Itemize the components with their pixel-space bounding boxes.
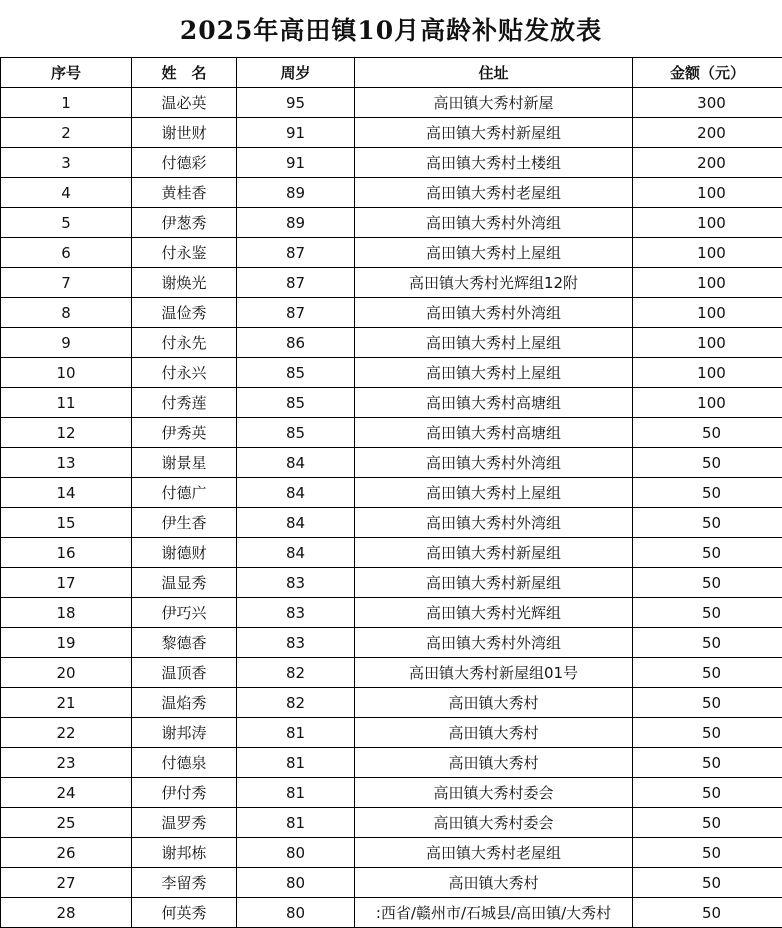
table-row — [1, 628, 782, 658]
cell-address: 高田镇大秀村外湾组 — [355, 298, 633, 328]
cell-index: 10 — [1, 358, 132, 388]
cell-amount: 100 — [633, 298, 782, 328]
cell-age: 82 — [237, 658, 355, 688]
table-row — [1, 478, 782, 508]
cell-index: 6 — [1, 238, 132, 268]
cell-address: 高田镇大秀村上屋组 — [355, 478, 633, 508]
table-row — [1, 838, 782, 868]
cell-index: 21 — [1, 688, 132, 718]
cell-amount: 100 — [633, 328, 782, 358]
cell-name: 黄桂香 — [132, 178, 237, 208]
cell-age: 85 — [237, 358, 355, 388]
cell-name: 付德彩 — [132, 148, 237, 178]
table-row — [1, 508, 782, 538]
cell-index: 9 — [1, 328, 132, 358]
cell-age: 87 — [237, 268, 355, 298]
cell-index: 5 — [1, 208, 132, 238]
cell-age: 84 — [237, 478, 355, 508]
cell-amount: 200 — [633, 148, 782, 178]
table-row — [1, 568, 782, 598]
cell-name: 温焰秀 — [132, 688, 237, 718]
cell-amount: 100 — [633, 358, 782, 388]
table-row — [1, 538, 782, 568]
cell-index: 17 — [1, 568, 132, 598]
cell-name: 谢世财 — [132, 118, 237, 148]
cell-age: 87 — [237, 238, 355, 268]
cell-amount: 50 — [633, 778, 782, 808]
cell-age: 81 — [237, 748, 355, 778]
cell-amount: 50 — [633, 478, 782, 508]
cell-name: 付德广 — [132, 478, 237, 508]
cell-name: 伊葱秀 — [132, 208, 237, 238]
cell-age: 80 — [237, 898, 355, 928]
table-row — [1, 688, 782, 718]
cell-address: 高田镇大秀村光辉组12附 — [355, 268, 633, 298]
cell-age: 87 — [237, 298, 355, 328]
table-row — [1, 778, 782, 808]
cell-address: 高田镇大秀村上屋组 — [355, 238, 633, 268]
cell-age: 85 — [237, 418, 355, 448]
cell-index: 26 — [1, 838, 132, 868]
cell-amount: 100 — [633, 388, 782, 418]
table-row — [1, 178, 782, 208]
table-row — [1, 808, 782, 838]
cell-name: 付永兴 — [132, 358, 237, 388]
table-row — [1, 598, 782, 628]
cell-index: 28 — [1, 898, 132, 928]
cell-index: 3 — [1, 148, 132, 178]
cell-address: 高田镇大秀村新屋组 — [355, 538, 633, 568]
cell-name: 伊巧兴 — [132, 598, 237, 628]
cell-name: 温俭秀 — [132, 298, 237, 328]
cell-address: 高田镇大秀村委会 — [355, 808, 633, 838]
cell-name: 付德泉 — [132, 748, 237, 778]
cell-index: 22 — [1, 718, 132, 748]
cell-age: 82 — [237, 688, 355, 718]
cell-age: 80 — [237, 838, 355, 868]
cell-name: 何英秀 — [132, 898, 237, 928]
table-row — [1, 448, 782, 478]
subsidy-table — [0, 57, 782, 928]
table-row — [1, 328, 782, 358]
cell-address: 高田镇大秀村老屋组 — [355, 838, 633, 868]
cell-age: 84 — [237, 448, 355, 478]
cell-index: 12 — [1, 418, 132, 448]
cell-name: 伊付秀 — [132, 778, 237, 808]
cell-index: 4 — [1, 178, 132, 208]
cell-amount: 50 — [633, 508, 782, 538]
cell-age: 81 — [237, 718, 355, 748]
cell-name: 谢邦涛 — [132, 718, 237, 748]
cell-age: 91 — [237, 118, 355, 148]
table-row — [1, 148, 782, 178]
cell-amount: 50 — [633, 598, 782, 628]
cell-amount: 50 — [633, 418, 782, 448]
cell-name: 伊生香 — [132, 508, 237, 538]
cell-name: 付永鉴 — [132, 238, 237, 268]
cell-amount: 50 — [633, 538, 782, 568]
cell-address: 高田镇大秀村新屋 — [355, 88, 633, 118]
table-row — [1, 298, 782, 328]
cell-age: 95 — [237, 88, 355, 118]
cell-age: 89 — [237, 208, 355, 238]
table-row — [1, 388, 782, 418]
cell-address: 高田镇大秀村 — [355, 748, 633, 778]
table-row — [1, 358, 782, 388]
cell-index: 8 — [1, 298, 132, 328]
cell-index: 1 — [1, 88, 132, 118]
table-row — [1, 418, 782, 448]
table-row — [1, 658, 782, 688]
cell-name: 温罗秀 — [132, 808, 237, 838]
cell-name: 李留秀 — [132, 868, 237, 898]
cell-age: 81 — [237, 778, 355, 808]
cell-address: 高田镇大秀村外湾组 — [355, 508, 633, 538]
cell-name: 伊秀英 — [132, 418, 237, 448]
cell-name: 谢德财 — [132, 538, 237, 568]
cell-amount: 50 — [633, 808, 782, 838]
cell-name: 温显秀 — [132, 568, 237, 598]
cell-index: 7 — [1, 268, 132, 298]
cell-amount: 50 — [633, 658, 782, 688]
cell-age: 83 — [237, 568, 355, 598]
cell-address: 西省/赣州市/石城县/高田镇/大秀村: — [355, 898, 633, 928]
table-row — [1, 268, 782, 298]
cell-amount: 200 — [633, 118, 782, 148]
cell-name: 付永先 — [132, 328, 237, 358]
cell-age: 81 — [237, 808, 355, 838]
header-amount: 金额（元） — [633, 58, 782, 88]
table-row — [1, 898, 782, 928]
cell-address: 高田镇大秀村外湾组 — [355, 628, 633, 658]
cell-index: 11 — [1, 388, 132, 418]
table-row — [1, 208, 782, 238]
cell-index: 23 — [1, 748, 132, 778]
cell-address: 高田镇大秀村上屋组 — [355, 328, 633, 358]
cell-age: 84 — [237, 508, 355, 538]
cell-address: 高田镇大秀村新屋组 — [355, 568, 633, 598]
table-row — [1, 718, 782, 748]
cell-address: 高田镇大秀村 — [355, 718, 633, 748]
header-index: 序号 — [1, 58, 132, 88]
table-row — [1, 748, 782, 778]
header-name: 姓 名 — [132, 58, 237, 88]
cell-amount: 50 — [633, 868, 782, 898]
cell-name: 谢景星 — [132, 448, 237, 478]
cell-index: 27 — [1, 868, 132, 898]
cell-index: 16 — [1, 538, 132, 568]
header-age: 周岁 — [237, 58, 355, 88]
cell-amount: 100 — [633, 268, 782, 298]
cell-amount: 50 — [633, 838, 782, 868]
header-address: 住址 — [355, 58, 633, 88]
cell-amount: 100 — [633, 178, 782, 208]
cell-address: 高田镇大秀村委会 — [355, 778, 633, 808]
cell-amount: 100 — [633, 208, 782, 238]
cell-index: 18 — [1, 598, 132, 628]
cell-name: 付秀莲 — [132, 388, 237, 418]
cell-age: 89 — [237, 178, 355, 208]
cell-amount: 100 — [633, 238, 782, 268]
cell-address: 高田镇大秀村土楼组 — [355, 148, 633, 178]
cell-address: 高田镇大秀村外湾组 — [355, 208, 633, 238]
cell-amount: 50 — [633, 898, 782, 928]
cell-address: 高田镇大秀村新屋组01号 — [355, 658, 633, 688]
cell-index: 19 — [1, 628, 132, 658]
cell-age: 83 — [237, 598, 355, 628]
cell-address: 高田镇大秀村上屋组 — [355, 358, 633, 388]
table-header-row — [1, 58, 782, 88]
cell-address: 高田镇大秀村高塘组 — [355, 388, 633, 418]
cell-name: 谢焕光 — [132, 268, 237, 298]
table-row — [1, 88, 782, 118]
table-row — [1, 118, 782, 148]
cell-name: 黎德香 — [132, 628, 237, 658]
cell-address: 高田镇大秀村老屋组 — [355, 178, 633, 208]
cell-amount: 50 — [633, 628, 782, 658]
cell-index: 15 — [1, 508, 132, 538]
cell-address: 高田镇大秀村外湾组 — [355, 448, 633, 478]
table-row — [1, 868, 782, 898]
cell-age: 83 — [237, 628, 355, 658]
cell-name: 谢邦栋 — [132, 838, 237, 868]
cell-index: 20 — [1, 658, 132, 688]
cell-age: 85 — [237, 388, 355, 418]
cell-name: 温必英 — [132, 88, 237, 118]
cell-address: 高田镇大秀村 — [355, 688, 633, 718]
cell-age: 80 — [237, 868, 355, 898]
table-row — [1, 238, 782, 268]
cell-name: 温顶香 — [132, 658, 237, 688]
cell-index: 2 — [1, 118, 132, 148]
cell-amount: 300 — [633, 88, 782, 118]
cell-amount: 50 — [633, 718, 782, 748]
cell-index: 14 — [1, 478, 132, 508]
cell-amount: 50 — [633, 448, 782, 478]
cell-age: 84 — [237, 538, 355, 568]
cell-age: 86 — [237, 328, 355, 358]
cell-address: 高田镇大秀村高塘组 — [355, 418, 633, 448]
cell-address: 高田镇大秀村新屋组 — [355, 118, 633, 148]
cell-age: 91 — [237, 148, 355, 178]
page-title: 2025年高田镇10月高龄补贴发放表 — [179, 15, 603, 45]
cell-address: 高田镇大秀村 — [355, 868, 633, 898]
cell-address: 高田镇大秀村光辉组 — [355, 598, 633, 628]
cell-amount: 50 — [633, 748, 782, 778]
cell-index: 24 — [1, 778, 132, 808]
cell-index: 13 — [1, 448, 132, 478]
cell-amount: 50 — [633, 688, 782, 718]
cell-index: 25 — [1, 808, 132, 838]
cell-amount: 50 — [633, 568, 782, 598]
